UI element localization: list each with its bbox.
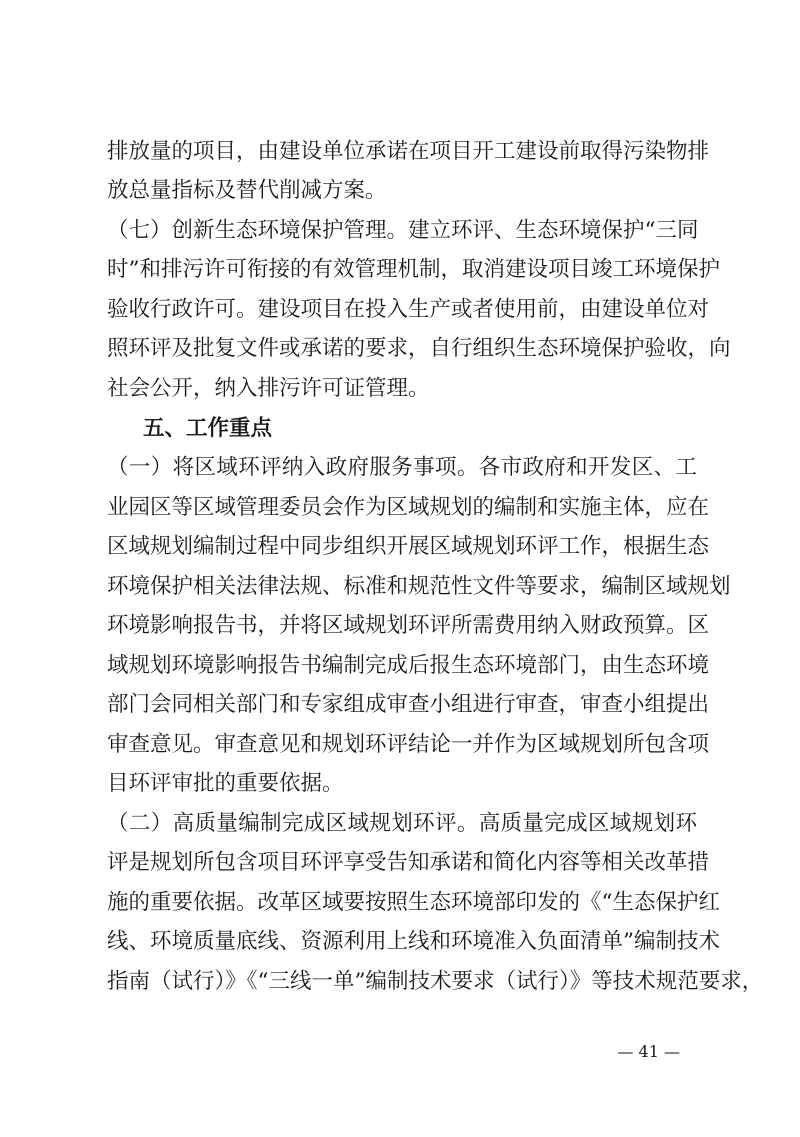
body-line-4: 时”和排污许可衔接的有效管理机制，取消建设项目竣工环境保护 — [107, 257, 720, 282]
body-line-13: 环境影响报告书，并将区域规划环评所需费用纳入财政预算。区 — [107, 613, 710, 638]
body-line-3: （七）创新生态环境保护管理。建立环评、生态环境保护“三同 — [107, 218, 699, 243]
body-line-6: 照环评及批复文件或承诺的要求，自行组织生态环境保护验收，向 — [107, 336, 731, 361]
body-line-14: 域规划环境影响报告书编制完成后报生态环境部门，由生态环境 — [107, 653, 710, 678]
body-line-7: 社会公开，纳入排污许可证管理。 — [107, 376, 430, 401]
body-line-18: （二）高质量编制完成区域规划环评。高质量完成区域规划环 — [107, 811, 697, 836]
body-line-19: 评是规划所包含项目环评享受告知承诺和简化内容等相关改革措 — [107, 850, 710, 875]
body-line-12: 环境保护相关法律法规、标准和规范性文件等要求，编制区域规划 — [107, 574, 731, 599]
body-line-20: 施的重要依据。改革区域要按照生态环境部印发的《“生态保护红 — [107, 890, 720, 915]
page-number: — 41 — — [617, 1042, 680, 1061]
body-line-22: 指南（试行）》《“三线一单”编制技术要求（试行）》等技术规范要求， — [107, 969, 764, 994]
body-line-16: 审查意见。审查意见和规划环评结论一并作为区域规划所包含项 — [107, 732, 710, 757]
body-line-21: 线、环境质量底线、资源利用上线和环境准入负面清单”编制技术 — [107, 929, 720, 954]
body-line-5: 验收行政许可。建设项目在投入生产或者使用前，由建设单位对 — [107, 297, 710, 322]
body-line-9: （一）将区域环评纳入政府服务事项。各市政府和开发区、工 — [107, 455, 697, 480]
body-line-2: 放总量指标及替代削减方案。 — [107, 178, 387, 203]
body-line-15: 部门会同相关部门和专家组成审查小组进行审查，审查小组提出 — [107, 692, 710, 717]
body-line-1: 排放量的项目，由建设单位承诺在项目开工建设前取得污染物排 — [107, 139, 710, 164]
body-line-11: 区域规划编制过程中同步组织开展区域规划环评工作，根据生态 — [107, 534, 710, 559]
section-heading: 五、工作重点 — [143, 416, 273, 441]
body-line-17: 目环评审批的重要依据。 — [107, 771, 344, 796]
body-line-10: 业园区等区域管理委员会作为区域规划的编制和实施主体，应在 — [107, 495, 710, 520]
